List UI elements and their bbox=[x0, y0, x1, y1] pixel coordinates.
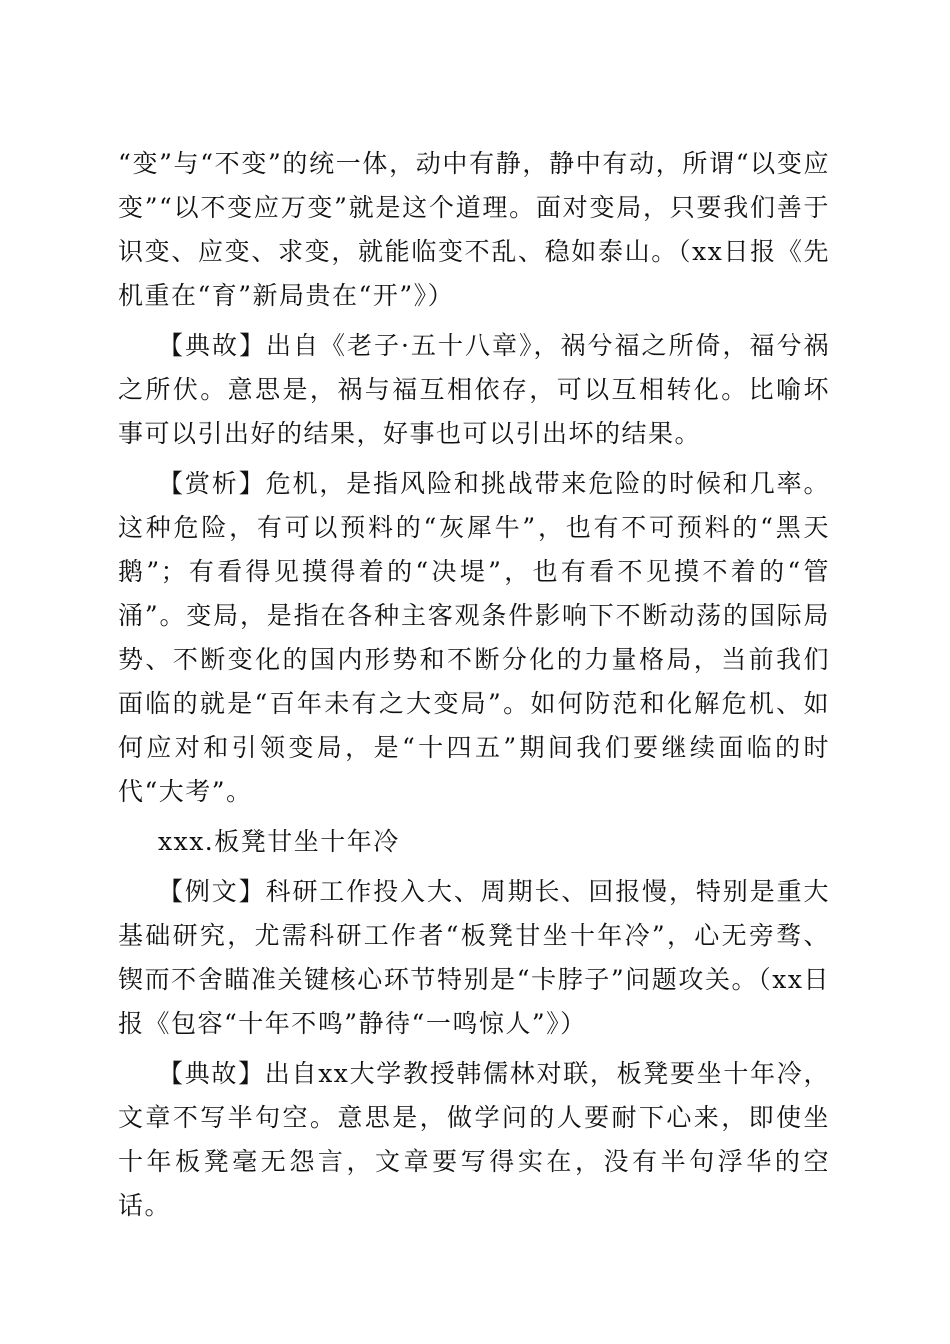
paragraph-appreciation: 【赏析】危机，是指风险和挑战带来危险的时候和几率。这种危险，有可以预料的“灰犀牛”，也有不可预料的“黑天鹅”；有看得见摸得着的“决堤”，也有看不见摸不着的“管涌”。变局，是指在各种主客观条件影响下不断动荡的国际局势、不断变化的国内形势和不断分化的力量格局，当前我们面临的就是“百年未有之大变局”。如何防范和化解危机、如何应对和引领变局，是“十四五”期间我们要继续面临的时代“大考”。 bbox=[118, 469, 830, 806]
paragraph-continuation: “变”与“不变”的统一体，动中有静，静中有动，所谓“以变应变”“以不变应万变”就是这个道理。面对变局，只要我们善于识变、应变、求变，就能临变不乱、稳如泰山。（xx日报《先机重在“育”新局贵在“开”》） bbox=[118, 149, 830, 310]
document-body bbox=[118, 142, 830, 1234]
section-heading: xxx.板凳甘坐十年冷 bbox=[158, 827, 400, 856]
paragraph-allusion-laozi: 【典故】出自《老子·五十八章》，祸兮福之所倚，福兮祸之所伏。意思是，祸与福互相依存，可以互相转化。比喻坏事可以引出好的结果，好事也可以引出坏的结果。 bbox=[118, 331, 830, 448]
paragraph-allusion-han-rulin: 【典故】出自xx大学教授韩儒林对联，板凳要坐十年冷，文章不写半句空。意思是，做学问的人要耐下心来，即使坐十年板凳毫无怨言，文章要写得实在，没有半句浮华的空话。 bbox=[118, 1059, 830, 1220]
paragraph-example: 【例文】科研工作投入大、周期长、回报慢，特别是重大基础研究，尤需科研工作者“板凳甘坐十年冷”，心无旁骛、锲而不舍瞄准关键核心环节特别是“卡脖子”问题攻关。（xx日报《包容“十年不鸣”静待“一鸣惊人”》） bbox=[118, 877, 830, 1038]
